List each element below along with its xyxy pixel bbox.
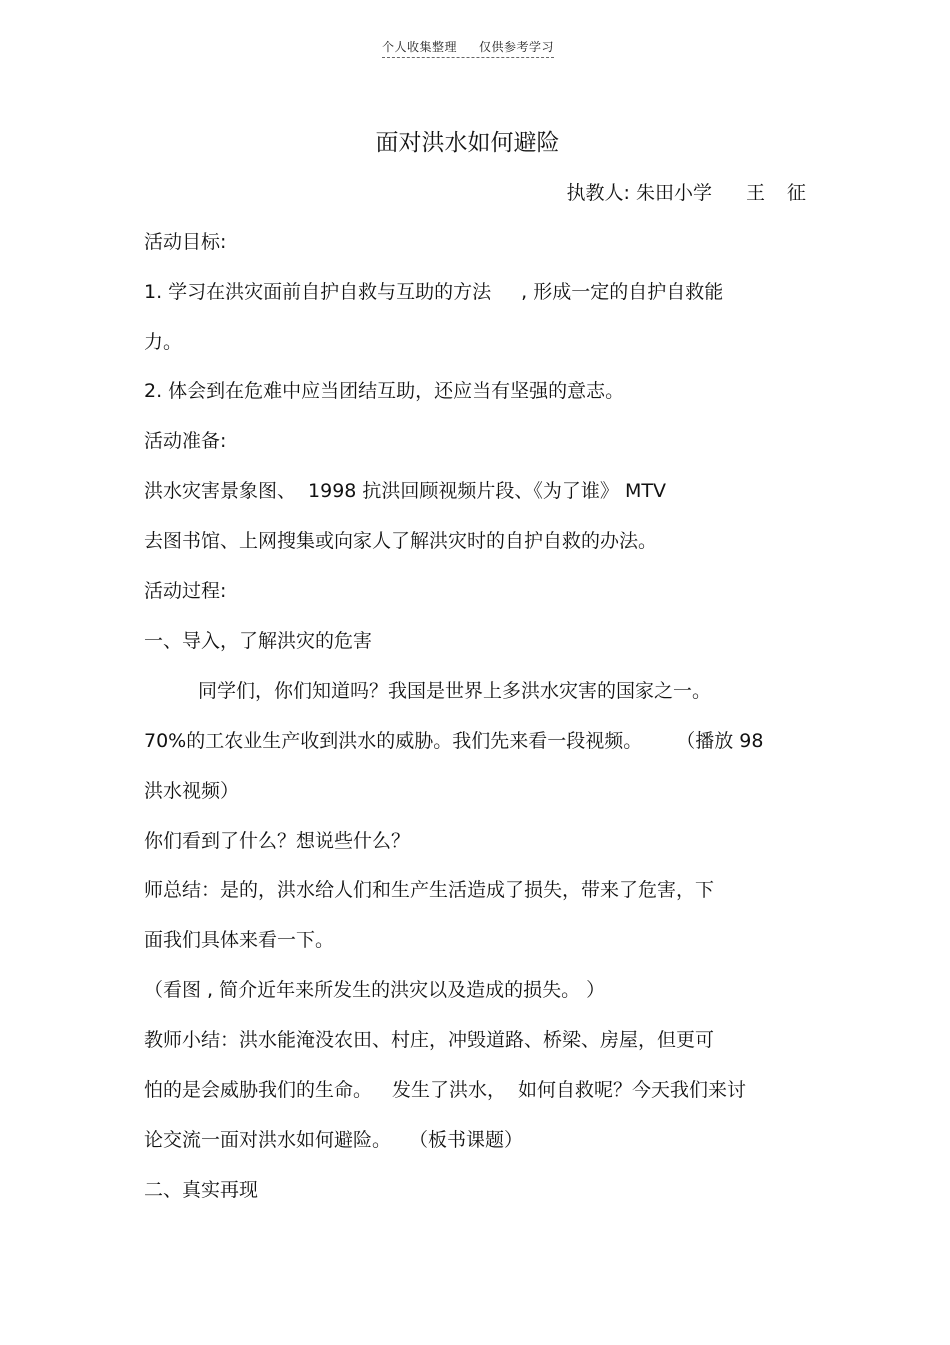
author-name-2: 征 — [786, 182, 806, 204]
paragraph-line: 怕的是会威胁我们的生命。 发生了洪水， 如何自救呢？今天我们来讨 — [144, 1079, 747, 1101]
paragraph-line: 力。 — [144, 331, 183, 353]
header-right-text: 仅供参考学习 — [479, 40, 555, 54]
paragraph-line: 面我们具体来看一下。 — [144, 929, 335, 951]
paragraph-line: 去图书馆、上网搜集或向家人了解洪灾时的自护自救的办法。 — [144, 530, 658, 552]
paragraph-line: 1. 学习在洪灾面前自护自救与互助的方法 , 形成一定的自护自救能 — [144, 281, 724, 303]
section-heading-goals: 活动目标: — [144, 231, 227, 253]
paragraph-line: （看图 , 简介近年来所发生的洪灾以及造成的损失。 ） — [144, 979, 606, 1001]
section-heading-process: 活动过程: — [144, 580, 227, 602]
paragraph-line: 洪水灾害景象图、 1998 抗洪回顾视频片段、《为了谁》 MTV — [144, 480, 666, 502]
section-heading-preparation: 活动准备: — [144, 430, 227, 452]
paragraph-line: 同学们，你们知道吗？我国是世界上多洪水灾害的国家之一。 — [198, 680, 712, 702]
header-left-text: 个人收集整理 — [382, 40, 458, 54]
section-heading-intro: 一、导入，了解洪灾的危害 — [144, 630, 373, 652]
paragraph-line: 70%的工农业生产收到洪水的威胁。我们先来看一段视频。 （播放 98 — [144, 730, 764, 752]
paragraph-line: 洪水视频） — [144, 780, 240, 802]
author-name-1: 王 — [745, 182, 765, 204]
paragraph-line: 师总结：是的，洪水给人们和生产生活造成了损失，带来了危害，下 — [144, 879, 715, 901]
paragraph-line: 你们看到了什么？想说些什么？ — [144, 830, 411, 852]
document-title: 面对洪水如何避险 — [375, 130, 560, 156]
section-heading-reenact: 二、真实再现 — [144, 1179, 259, 1201]
paragraph-line: 论交流一面对洪水如何避险。 （板书课题） — [144, 1129, 524, 1151]
author-label: 执教人: 朱田小学 — [566, 182, 712, 204]
paragraph-line: 2. 体会到在危难中应当团结互助，还应当有坚强的意志。 — [144, 380, 625, 402]
page-header — [382, 38, 554, 58]
author-line — [567, 178, 806, 205]
paragraph-line: 教师小结：洪水能淹没农田、村庄，冲毁道路、桥梁、房屋，但更可 — [144, 1029, 715, 1051]
